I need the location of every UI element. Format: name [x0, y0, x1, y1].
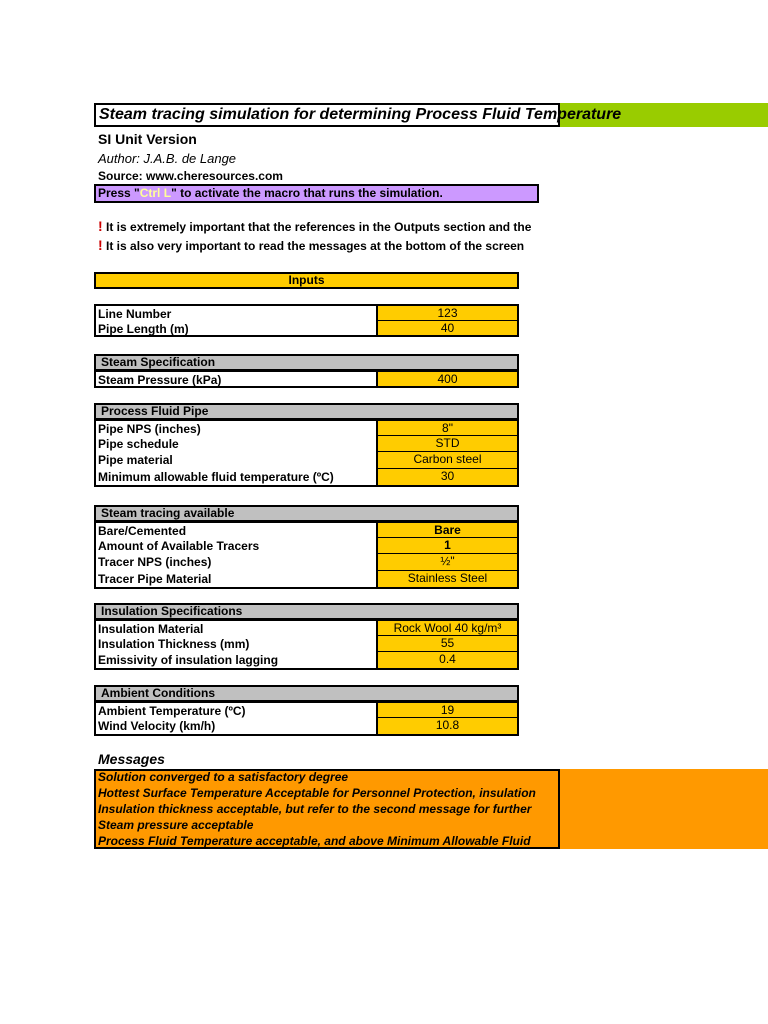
input-row	[94, 571, 519, 589]
input-row	[94, 636, 519, 653]
tracing-section	[94, 505, 519, 589]
warning-icon: !	[98, 237, 103, 253]
pipe-schedule-cell[interactable]: STD	[377, 436, 519, 453]
input-row	[94, 652, 519, 670]
message-line: Solution converged to a satisfactory degree	[98, 770, 349, 784]
insulation-material-cell[interactable]: Rock Wool 40 kg/m³	[377, 619, 519, 636]
line-number-label: Line Number	[94, 304, 377, 321]
ambient-temp-label: Ambient Temperature (ºC)	[94, 701, 377, 718]
insulation-section	[94, 603, 519, 670]
wind-velocity-label: Wind Velocity (km/h)	[94, 718, 377, 736]
tracer-count-label: Amount of Available Tracers	[94, 538, 377, 555]
steam-pressure-cell[interactable]: 400	[377, 370, 519, 388]
pipe-length-label: Pipe Length (m)	[94, 321, 377, 338]
insulation-material-label: Insulation Material	[94, 619, 377, 636]
macro-instruction	[94, 184, 539, 203]
steam-pressure-label: Steam Pressure (kPa)	[94, 370, 377, 388]
line-number-cell[interactable]: 123	[377, 304, 519, 321]
page-title: Steam tracing simulation for determining Process Fluid Temperature	[99, 106, 622, 123]
tracing-header: Steam tracing available	[94, 505, 519, 521]
message-line: Hottest Surface Temperature Acceptable for Personnel Protection, insulation	[98, 786, 536, 800]
input-row	[94, 419, 519, 436]
messages-title: Messages	[98, 751, 165, 767]
author-label: Author: J.A.B. de Lange	[98, 151, 237, 166]
message-line: Steam pressure acceptable	[98, 818, 254, 832]
pipe-nps-cell[interactable]: 8"	[377, 419, 519, 436]
input-row	[94, 718, 519, 736]
pipe-schedule-label: Pipe schedule	[94, 436, 377, 453]
ambient-temp-cell[interactable]: 19	[377, 701, 519, 718]
input-row	[94, 701, 519, 718]
input-row	[94, 619, 519, 636]
insulation-header: Insulation Specifications	[94, 603, 519, 619]
input-row	[94, 370, 519, 388]
tracer-nps-cell[interactable]: ½"	[377, 554, 519, 571]
message-line: Insulation thickness acceptable, but refer to the second message for further	[98, 802, 532, 816]
wind-velocity-cell[interactable]: 10.8	[377, 718, 519, 736]
insulation-thickness-cell[interactable]: 55	[377, 636, 519, 653]
message-line: Process Fluid Temperature acceptable, and above Minimum Allowable Fluid	[98, 834, 531, 848]
pipe-material-label: Pipe material	[94, 452, 377, 469]
process-pipe-header: Process Fluid Pipe	[94, 403, 519, 419]
emissivity-cell[interactable]: 0.4	[377, 652, 519, 670]
input-row	[94, 321, 519, 338]
steam-section-header: Steam Specification	[94, 354, 519, 370]
input-row	[94, 554, 519, 571]
insulation-thickness-label: Insulation Thickness (mm)	[94, 636, 377, 653]
ambient-section	[94, 685, 519, 736]
tracer-nps-label: Tracer NPS (inches)	[94, 554, 377, 571]
input-row	[94, 521, 519, 538]
press-prefix: Press "	[98, 186, 140, 200]
tracer-count-cell[interactable]: 1	[377, 538, 519, 555]
input-row	[94, 304, 519, 321]
steam-section	[94, 354, 519, 388]
min-fluid-temp-label: Minimum allowable fluid temperature (ºC)	[94, 469, 377, 487]
ambient-header: Ambient Conditions	[94, 685, 519, 701]
pipe-material-cell[interactable]: Carbon steel	[377, 452, 519, 469]
inputs-header: Inputs	[94, 272, 519, 289]
input-row	[94, 538, 519, 555]
warning-text: It is extremely important that the references in the Outputs section and the	[106, 220, 532, 234]
general-section	[94, 304, 519, 337]
warning-icon: !	[98, 218, 103, 234]
warning-1	[98, 218, 560, 234]
bare-cemented-label: Bare/Cemented	[94, 521, 377, 538]
warning-2	[98, 237, 560, 253]
input-row	[94, 452, 519, 469]
tracer-material-label: Tracer Pipe Material	[94, 571, 377, 589]
pipe-length-cell[interactable]: 40	[377, 321, 519, 338]
pipe-nps-label: Pipe NPS (inches)	[94, 419, 377, 436]
input-row	[94, 436, 519, 453]
source-label: Source: www.cheresources.com	[98, 169, 283, 183]
unit-version-label: SI Unit Version	[98, 131, 197, 147]
process-pipe-section	[94, 403, 519, 487]
emissivity-label: Emissivity of insulation lagging	[94, 652, 377, 670]
shortcut-key: Ctrl L	[139, 186, 172, 200]
min-fluid-temp-cell[interactable]: 30	[377, 469, 519, 487]
input-row	[94, 469, 519, 487]
tracer-material-cell[interactable]: Stainless Steel	[377, 571, 519, 589]
press-suffix: " to activate the macro that runs the simulation.	[171, 186, 443, 200]
bare-cemented-cell[interactable]: Bare	[377, 521, 519, 538]
warning-text: It is also very important to read the messages at the bottom of the screen	[106, 239, 525, 253]
